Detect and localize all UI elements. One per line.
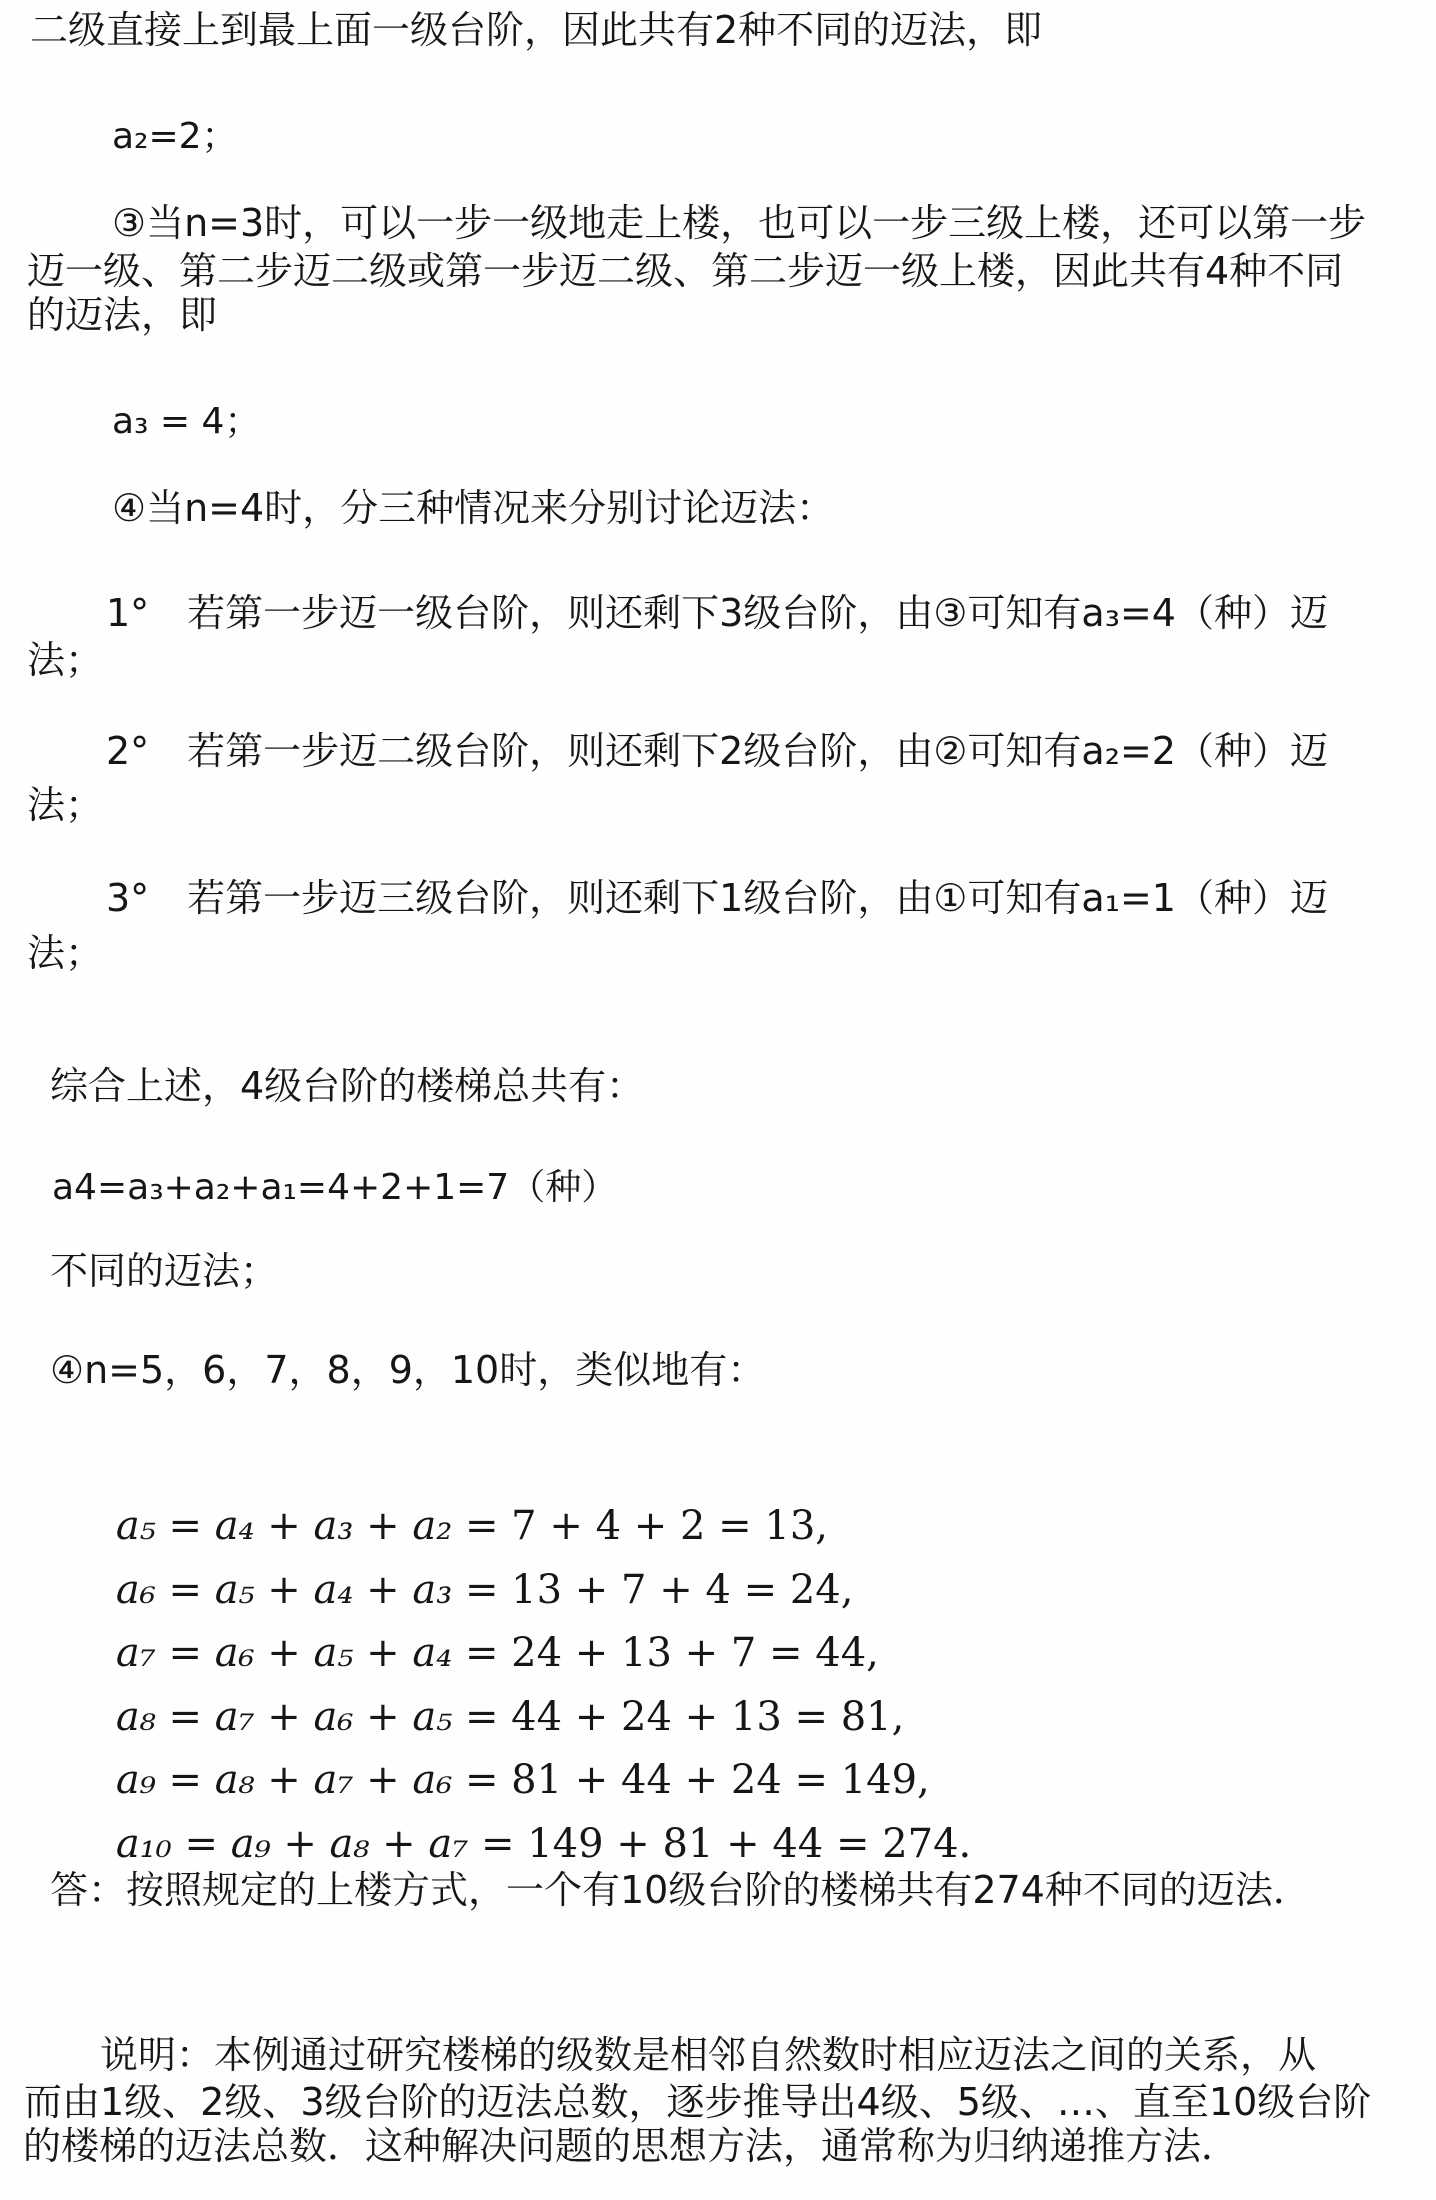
case2-line-2: 法； [27,783,104,827]
intro-paragraph-line: 二级直接上到最上面一级台阶，因此共有2种不同的迈法，即 [30,8,1043,52]
equation-a7-rhs: = 24 + 13 + 7 = 44, [452,1630,879,1676]
summary-line: 综合上述，4级台阶的楼梯总共有： [50,1064,645,1108]
formula-a3: a₃ = 4； [112,401,261,442]
summary-line-2: 不同的迈法； [50,1249,279,1293]
equation-a8-lhs: a₈ = a₇ + a₆ + a₅ [115,1694,453,1740]
equation-a8-rhs: = 44 + 24 + 13 = 81, [452,1694,905,1740]
para-n4-heading: ④当n=4时，分三种情况来分别讨论迈法： [112,486,835,530]
note-line-1: 说明：本例通过研究楼梯的级数是相邻自然数时相应迈法之间的关系，从 [100,2033,1317,2077]
note-line-2: 而由1级、2级、3级台阶的迈法总数，逐步推导出4级、5级、…、直至10级台阶 [24,2080,1372,2124]
case1-line-1: 1° 若第一步迈一级台阶，则还剩下3级台阶，由③可知有a₃=4（种）迈 [106,591,1328,635]
equation-a9-rhs: = 81 + 44 + 24 = 149, [452,1757,930,1803]
case3-line-1: 3° 若第一步迈三级台阶，则还剩下1级台阶，由①可知有a₁=1（种）迈 [106,876,1328,920]
para-n5-10-heading: ④n=5，6，7，8，9，10时，类似地有： [50,1348,766,1392]
equation-a5-lhs: a₅ = a₄ + a₃ + a₂ [115,1503,453,1549]
equation-a10-lhs: a₁₀ = a₉ + a₈ + a₇ [115,1821,469,1867]
equation-a6-lhs: a₆ = a₅ + a₄ + a₃ [115,1567,453,1613]
answer-line: 答：按照规定的上楼方式，一个有10级台阶的楼梯共有274种不同的迈法． [50,1868,1311,1912]
case2-line-1: 2° 若第一步迈二级台阶，则还剩下2级台阶，由②可知有a₂=2（种）迈 [106,729,1328,773]
para-n3-line-1: ③当n=3时，可以一步一级地走上楼，也可以一步三级上楼，还可以第一步 [112,201,1367,245]
equation-a6-rhs: = 13 + 7 + 4 = 24, [452,1567,854,1613]
equation-a5-rhs: = 7 + 4 + 2 = 13, [452,1503,828,1549]
equation-a10-rhs: = 149 + 81 + 44 = 274. [468,1821,972,1867]
para-n3-line-3: 的迈法，即 [27,293,218,337]
equation-a7-lhs: a₇ = a₆ + a₅ + a₄ [115,1630,453,1676]
note-line-3: 的楼梯的迈法总数．这种解决问题的思想方法，通常称为归纳递推方法． [23,2124,1240,2168]
case3-line-2: 法； [27,931,104,975]
formula-a2: a₂=2； [112,116,238,157]
case1-line-2: 法； [27,638,104,682]
formula-a4: a4=a₃+a₂+a₁=4+2+1=7（种） [52,1167,618,1208]
para-n3-line-2: 迈一级、第二步迈二级或第一步迈二级、第二步迈一级上楼，因此共有4种不同 [27,249,1344,293]
equation-a9-lhs: a₉ = a₈ + a₇ + a₆ [115,1757,453,1803]
